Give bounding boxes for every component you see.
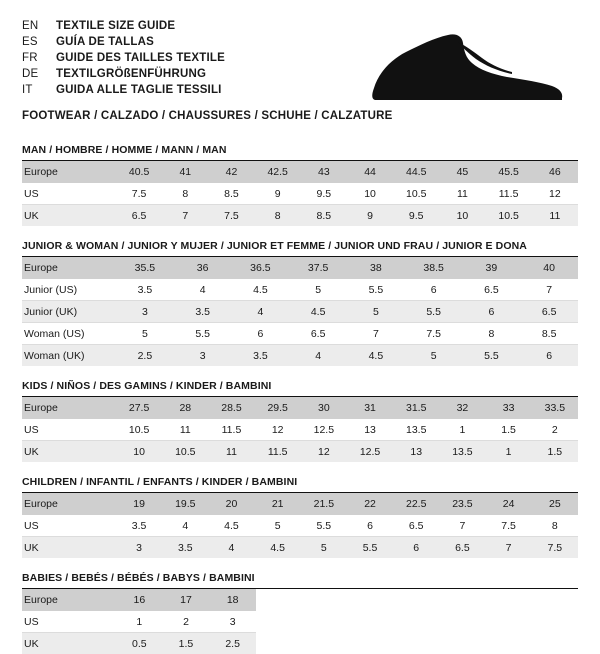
size-section	[22, 572, 578, 654]
size-cell: 40	[520, 257, 578, 279]
size-cell: 6.5	[520, 301, 578, 323]
size-cell: 22	[347, 493, 393, 515]
size-cell: 1.5	[532, 441, 578, 463]
size-cell: 1	[439, 419, 485, 441]
size-cell: 3	[116, 301, 174, 323]
size-cell: 36.5	[232, 257, 290, 279]
size-cell: 2.5	[209, 633, 256, 654]
size-cell: 5.5	[301, 515, 347, 537]
size-cell: 45	[439, 161, 485, 183]
size-cell: 3	[174, 345, 232, 367]
language-title: TEXTILGRÖßENFÜHRUNG	[56, 66, 225, 82]
size-cell: 6	[463, 301, 521, 323]
size-cell: 9	[255, 183, 301, 205]
size-cell: 13	[393, 441, 439, 463]
size-cell: 6.5	[116, 205, 162, 227]
size-table	[22, 589, 256, 654]
size-cell: 6	[405, 279, 463, 301]
size-table-body	[22, 493, 578, 558]
table-row	[22, 183, 578, 205]
language-title: TEXTILE SIZE GUIDE	[56, 18, 225, 34]
size-cell: 7.5	[486, 515, 532, 537]
size-cell: 4	[162, 515, 208, 537]
size-sections	[22, 144, 578, 654]
size-cell: 0.5	[116, 633, 163, 654]
size-cell: 6	[232, 323, 290, 345]
size-cell: 7.5	[405, 323, 463, 345]
category-line: FOOTWEAR / CALZADO / CHAUSSURES / SCHUHE / CALZATURE	[22, 110, 578, 122]
size-cell: 9.5	[301, 183, 347, 205]
size-cell: 23.5	[439, 493, 485, 515]
size-cell: 19	[116, 493, 162, 515]
size-cell: 10	[116, 441, 162, 463]
language-row	[22, 66, 225, 82]
size-cell: 11	[532, 205, 578, 227]
size-cell: 4.5	[289, 301, 347, 323]
table-row	[22, 441, 578, 463]
language-code: IT	[22, 82, 56, 98]
size-cell: 3.5	[116, 279, 174, 301]
size-cell: 3.5	[162, 537, 208, 559]
size-cell: 3.5	[232, 345, 290, 367]
size-cell: 1.5	[163, 633, 210, 654]
size-cell: 31.5	[393, 397, 439, 419]
size-cell: 3	[116, 537, 162, 559]
size-cell: 6.5	[393, 515, 439, 537]
size-cell: 6	[520, 345, 578, 367]
size-cell: 41	[162, 161, 208, 183]
document-header	[22, 18, 578, 130]
row-label: US	[22, 419, 116, 441]
size-section	[22, 240, 578, 366]
table-row	[22, 279, 578, 301]
size-cell: 4.5	[208, 515, 254, 537]
size-cell: 13.5	[393, 419, 439, 441]
size-cell: 39	[463, 257, 521, 279]
size-cell: 9	[347, 205, 393, 227]
row-label: US	[22, 183, 116, 205]
row-label: Europe	[22, 493, 116, 515]
size-cell: 28.5	[208, 397, 254, 419]
size-cell: 3.5	[116, 515, 162, 537]
size-cell: 3	[209, 611, 256, 633]
size-cell: 5.5	[174, 323, 232, 345]
language-row	[22, 82, 225, 98]
size-table	[22, 161, 578, 226]
size-section	[22, 476, 578, 558]
size-cell: 11.5	[486, 183, 532, 205]
size-cell: 1	[116, 611, 163, 633]
size-cell: 22.5	[393, 493, 439, 515]
size-cell: 5.5	[463, 345, 521, 367]
size-cell: 7	[520, 279, 578, 301]
size-cell: 11	[439, 183, 485, 205]
row-label: US	[22, 611, 116, 633]
size-cell: 5	[405, 345, 463, 367]
size-cell: 7	[439, 515, 485, 537]
size-section	[22, 380, 578, 462]
size-cell: 30	[301, 397, 347, 419]
size-cell: 2.5	[116, 345, 174, 367]
size-cell: 7.5	[532, 537, 578, 559]
table-row	[22, 419, 578, 441]
size-cell: 21	[255, 493, 301, 515]
size-cell: 8.5	[208, 183, 254, 205]
row-label: UK	[22, 441, 116, 463]
section-title: MAN / HOMBRE / HOMME / MANN / MAN	[22, 144, 578, 161]
language-title-list	[22, 18, 225, 98]
size-cell: 5.5	[347, 279, 405, 301]
size-cell: 6.5	[289, 323, 347, 345]
size-cell: 25	[532, 493, 578, 515]
language-title: GUIDE DES TAILLES TEXTILE	[56, 50, 225, 66]
row-label: UK	[22, 633, 116, 654]
section-title: BABIES / BEBÉS / BÉBÉS / BABYS / BAMBINI	[22, 572, 578, 589]
size-cell: 4	[289, 345, 347, 367]
section-title: JUNIOR & WOMAN / JUNIOR Y MUJER / JUNIOR ET FEMME / JUNIOR UND FRAU / JUNIOR E DONA	[22, 240, 578, 257]
language-title-body	[22, 18, 225, 98]
size-cell: 8	[255, 205, 301, 227]
size-cell: 5	[116, 323, 174, 345]
row-label: UK	[22, 537, 116, 559]
size-cell: 7	[486, 537, 532, 559]
size-cell: 5	[255, 515, 301, 537]
size-table-body	[22, 589, 256, 654]
size-cell: 5	[289, 279, 347, 301]
size-cell: 5	[347, 301, 405, 323]
size-table-body	[22, 161, 578, 226]
row-label: Europe	[22, 397, 116, 419]
size-cell: 8.5	[301, 205, 347, 227]
size-cell: 12	[255, 419, 301, 441]
language-code: DE	[22, 66, 56, 82]
size-cell: 37.5	[289, 257, 347, 279]
section-title: KIDS / NIÑOS / DES GAMINS / KINDER / BAMBINI	[22, 380, 578, 397]
size-cell: 7	[347, 323, 405, 345]
language-code: ES	[22, 34, 56, 50]
row-label: Junior (UK)	[22, 301, 116, 323]
size-cell: 46	[532, 161, 578, 183]
row-label: Woman (US)	[22, 323, 116, 345]
size-cell: 27.5	[116, 397, 162, 419]
table-row	[22, 345, 578, 367]
size-cell: 19.5	[162, 493, 208, 515]
size-cell: 33.5	[532, 397, 578, 419]
size-cell: 8	[162, 183, 208, 205]
language-row	[22, 18, 225, 34]
size-table	[22, 397, 578, 462]
table-row	[22, 301, 578, 323]
language-title: GUÍA DE TALLAS	[56, 34, 225, 50]
size-cell: 33	[486, 397, 532, 419]
size-table	[22, 257, 578, 366]
size-cell: 10.5	[486, 205, 532, 227]
size-cell: 12.5	[347, 441, 393, 463]
size-cell: 13.5	[439, 441, 485, 463]
row-label: Europe	[22, 589, 116, 611]
row-label: Woman (UK)	[22, 345, 116, 367]
size-cell: 12	[532, 183, 578, 205]
size-table-body	[22, 257, 578, 366]
size-cell: 2	[163, 611, 210, 633]
table-row	[22, 515, 578, 537]
size-cell: 10.5	[393, 183, 439, 205]
size-cell: 4	[208, 537, 254, 559]
size-cell: 4.5	[255, 537, 301, 559]
size-cell: 17	[163, 589, 210, 611]
size-cell: 9.5	[393, 205, 439, 227]
size-cell: 10.5	[162, 441, 208, 463]
size-cell: 11	[208, 441, 254, 463]
size-cell: 4.5	[232, 279, 290, 301]
size-cell: 4	[174, 279, 232, 301]
size-cell: 36	[174, 257, 232, 279]
size-cell: 8	[463, 323, 521, 345]
table-row	[22, 633, 256, 654]
size-cell: 35.5	[116, 257, 174, 279]
size-cell: 24	[486, 493, 532, 515]
row-label: Europe	[22, 161, 116, 183]
size-cell: 6.5	[463, 279, 521, 301]
language-code: EN	[22, 18, 56, 34]
table-row	[22, 611, 256, 633]
size-cell: 38.5	[405, 257, 463, 279]
size-cell: 12.5	[301, 419, 347, 441]
size-cell: 40.5	[116, 161, 162, 183]
row-label: Junior (US)	[22, 279, 116, 301]
size-cell: 7.5	[116, 183, 162, 205]
size-cell: 7	[162, 205, 208, 227]
size-cell: 43	[301, 161, 347, 183]
size-cell: 11.5	[208, 419, 254, 441]
size-cell: 29.5	[255, 397, 301, 419]
size-cell: 5	[301, 537, 347, 559]
size-cell: 20	[208, 493, 254, 515]
size-cell: 11.5	[255, 441, 301, 463]
size-cell: 42	[208, 161, 254, 183]
size-cell: 21.5	[301, 493, 347, 515]
dress-shoe-icon	[362, 30, 572, 110]
row-label: Europe	[22, 257, 116, 279]
size-cell: 38	[347, 257, 405, 279]
table-row	[22, 493, 578, 515]
size-cell: 13	[347, 419, 393, 441]
row-label: US	[22, 515, 116, 537]
size-cell: 4.5	[347, 345, 405, 367]
size-cell: 6	[347, 515, 393, 537]
size-cell: 8	[532, 515, 578, 537]
language-row	[22, 34, 225, 50]
table-row	[22, 205, 578, 227]
size-cell: 45.5	[486, 161, 532, 183]
size-cell: 5.5	[347, 537, 393, 559]
language-title: GUIDA ALLE TAGLIE TESSILI	[56, 82, 225, 98]
size-cell: 42.5	[255, 161, 301, 183]
size-cell: 6	[393, 537, 439, 559]
size-cell: 10.5	[116, 419, 162, 441]
language-code: FR	[22, 50, 56, 66]
size-cell: 18	[209, 589, 256, 611]
table-row	[22, 537, 578, 559]
size-cell: 5.5	[405, 301, 463, 323]
language-row	[22, 50, 225, 66]
size-cell: 6.5	[439, 537, 485, 559]
size-cell: 12	[301, 441, 347, 463]
size-cell: 31	[347, 397, 393, 419]
size-cell: 8.5	[520, 323, 578, 345]
size-cell: 28	[162, 397, 208, 419]
size-cell: 7.5	[208, 205, 254, 227]
size-cell: 44.5	[393, 161, 439, 183]
size-cell: 3.5	[174, 301, 232, 323]
size-cell: 44	[347, 161, 393, 183]
size-cell: 10	[347, 183, 393, 205]
size-cell: 4	[232, 301, 290, 323]
table-row	[22, 257, 578, 279]
section-title: CHILDREN / INFANTIL / ENFANTS / KINDER / BAMBINI	[22, 476, 578, 493]
table-row	[22, 161, 578, 183]
size-table-body	[22, 397, 578, 462]
size-cell: 1.5	[486, 419, 532, 441]
row-label: UK	[22, 205, 116, 227]
size-cell: 10	[439, 205, 485, 227]
size-cell: 11	[162, 419, 208, 441]
table-row	[22, 397, 578, 419]
size-section	[22, 144, 578, 226]
size-cell: 1	[486, 441, 532, 463]
size-cell: 2	[532, 419, 578, 441]
size-cell: 32	[439, 397, 485, 419]
size-table	[22, 493, 578, 558]
size-cell: 16	[116, 589, 163, 611]
table-row	[22, 323, 578, 345]
